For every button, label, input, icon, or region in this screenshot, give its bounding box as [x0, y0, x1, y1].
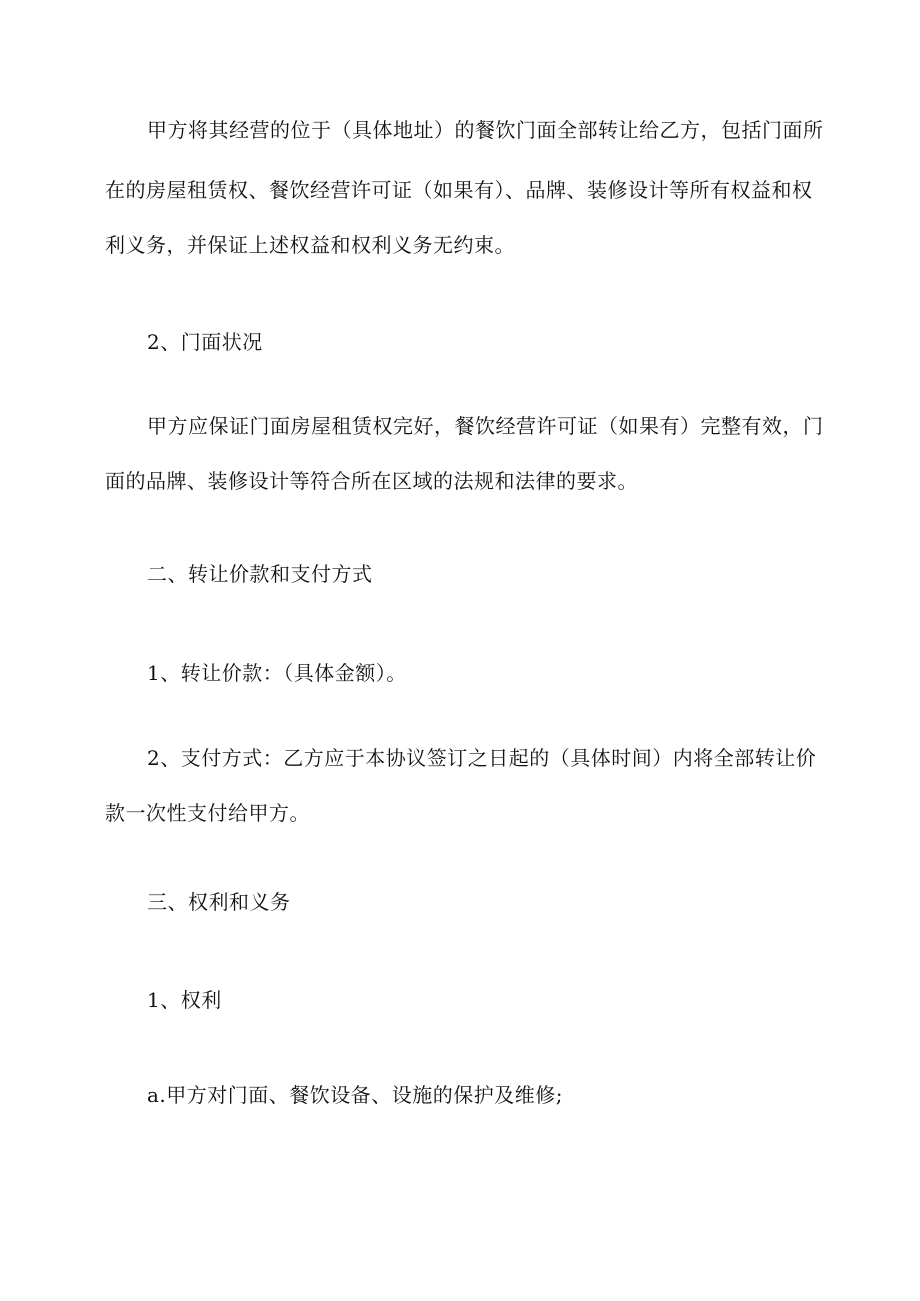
heading-storefront-condition: 2、门面状况 [147, 330, 263, 354]
clause-rights-a: a.甲方对门面、餐饮设备、设施的保护及维修; [147, 1083, 564, 1107]
paragraph-transfer-scope-line-1: 甲方将其经营的位于（具体地址）的餐饮门面全部转让给乙方，包括门面所 [147, 118, 824, 142]
subheading-rights: 1、权利 [147, 988, 222, 1012]
clause-payment-method-line-1: 2、支付方式：乙方应于本协议签订之日起的（具体时间）内将全部转让价 [147, 746, 817, 770]
heading-price-and-payment: 二、转让价款和支付方式 [147, 562, 373, 586]
clause-payment-method-line-2: 款一次性支付给甲方。 [105, 801, 310, 825]
paragraph-storefront-condition-line-2: 面的品牌、装修设计等符合所在区域的法规和法律的要求。 [105, 469, 638, 493]
heading-rights-and-obligations: 三、权利和义务 [147, 890, 291, 914]
paragraph-storefront-condition-line-1: 甲方应保证门面房屋租赁权完好，餐饮经营许可证（如果有）完整有效，门 [147, 414, 824, 438]
paragraph-transfer-scope-line-2: 在的房屋租赁权、餐饮经营许可证（如果有）、品牌、装修设计等所有权益和权 [105, 178, 813, 202]
paragraph-transfer-scope-line-3: 利义务，并保证上述权益和权利义务无约束。 [105, 233, 515, 257]
clause-transfer-price: 1、转让价款：（具体金额）。 [147, 661, 407, 685]
